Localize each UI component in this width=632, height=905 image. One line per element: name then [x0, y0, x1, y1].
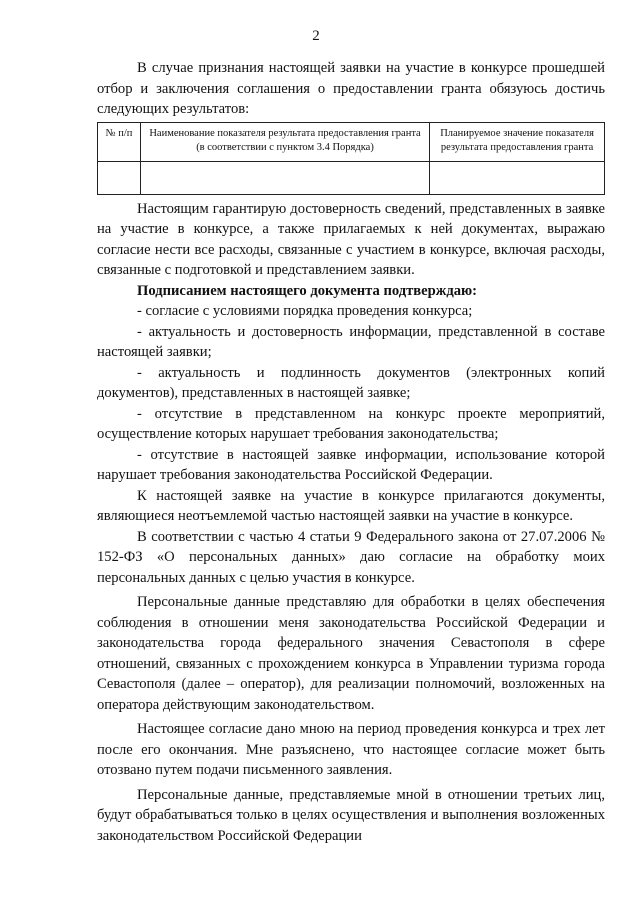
results-table — [97, 122, 605, 195]
third-parties-paragraph: Персональные данные, представляемые мной в отношении третьих лиц, будут обрабатываться только в целях осуществления и выполнения возложенных законодательством Российской Федерации — [97, 786, 605, 844]
table-cell-indicator-name — [140, 161, 429, 194]
period-paragraph: Настоящее согласие дано мною на период проведения конкурса и трех лет после его окончания. Мне разъяснено, что настоящее согласие может быть отозвано путем подачи письменного заявления. — [97, 721, 605, 778]
page-number: 2 — [312, 28, 320, 44]
intro-paragraph: В случае признания настоящей заявки на участие в конкурсе прошедшей отбор и заключения соглашения о предоставлении гранта обязуюсь достичь следующих результатов: — [97, 60, 605, 117]
table-cell-number — [98, 161, 141, 194]
personal-data-paragraph: Персональные данные представляю для обработки в целях обеспечения соблюдения в отношении меня законодательства Российской Федерации и законодательства города федерального значения Севастополя в сфере отношений, связанных с прохождением конкурса в Управлении туризма города Севастополя (далее – оператор), для реализации полномочий, возложенных на оператора действующим законодательством. — [97, 594, 605, 713]
header-number: № п/п — [98, 122, 141, 161]
results-table-header-row — [98, 122, 605, 161]
confirm-item: - отсутствие в настоящей заявке информации, использование которой нарушает требования законодательства Российской Федерации. — [97, 446, 605, 483]
confirm-heading: Подписанием настоящего документа подтверждаю: — [137, 282, 478, 299]
confirm-item: - отсутствие в представленном на конкурс проекте мероприятий, осуществление которых нарушает требования законодательства; — [97, 405, 605, 442]
header-planned-value: Планируемое значение показателя результата предоставления гранта — [430, 122, 605, 161]
attachments-paragraph: К настоящей заявке на участие в конкурсе прилагаются документы, являющиеся неотъемлемой частью настоящей заявки на участие в конкурсе. — [97, 487, 605, 524]
confirm-item: - актуальность и достоверность информации, представленной в составе настоящей заявки; — [97, 323, 605, 360]
confirm-item: - актуальность и подлинность документов (электронных копий документов), представленных в настоящей заявке; — [97, 364, 605, 401]
guarantee-paragraph: Настоящим гарантирую достоверность сведений, представленных в заявке на участие в конкурсе, а также прилагаемых к ней документах, выражаю согласие нести все расходы, связанные с участием в конкурсе, включая расходы, связанные с подготовкой и представлением заявки. — [97, 200, 605, 278]
table-cell-planned-value — [430, 161, 605, 194]
consent-paragraph: В соответствии с частью 4 статьи 9 Федерального закона от 27.07.2006 № 152-ФЗ «О персональных данных» даю согласие на обработку моих персональных данных с целью участия в конкурсе. — [97, 528, 605, 586]
confirm-item: - согласие с условиями порядка проведения конкурса; — [137, 303, 473, 319]
document-body — [97, 58, 605, 846]
table-row — [98, 161, 605, 194]
header-indicator-name: Наименование показателя результата предоставления гранта (в соответствии с пунктом 3.4 Порядка) — [140, 122, 429, 161]
